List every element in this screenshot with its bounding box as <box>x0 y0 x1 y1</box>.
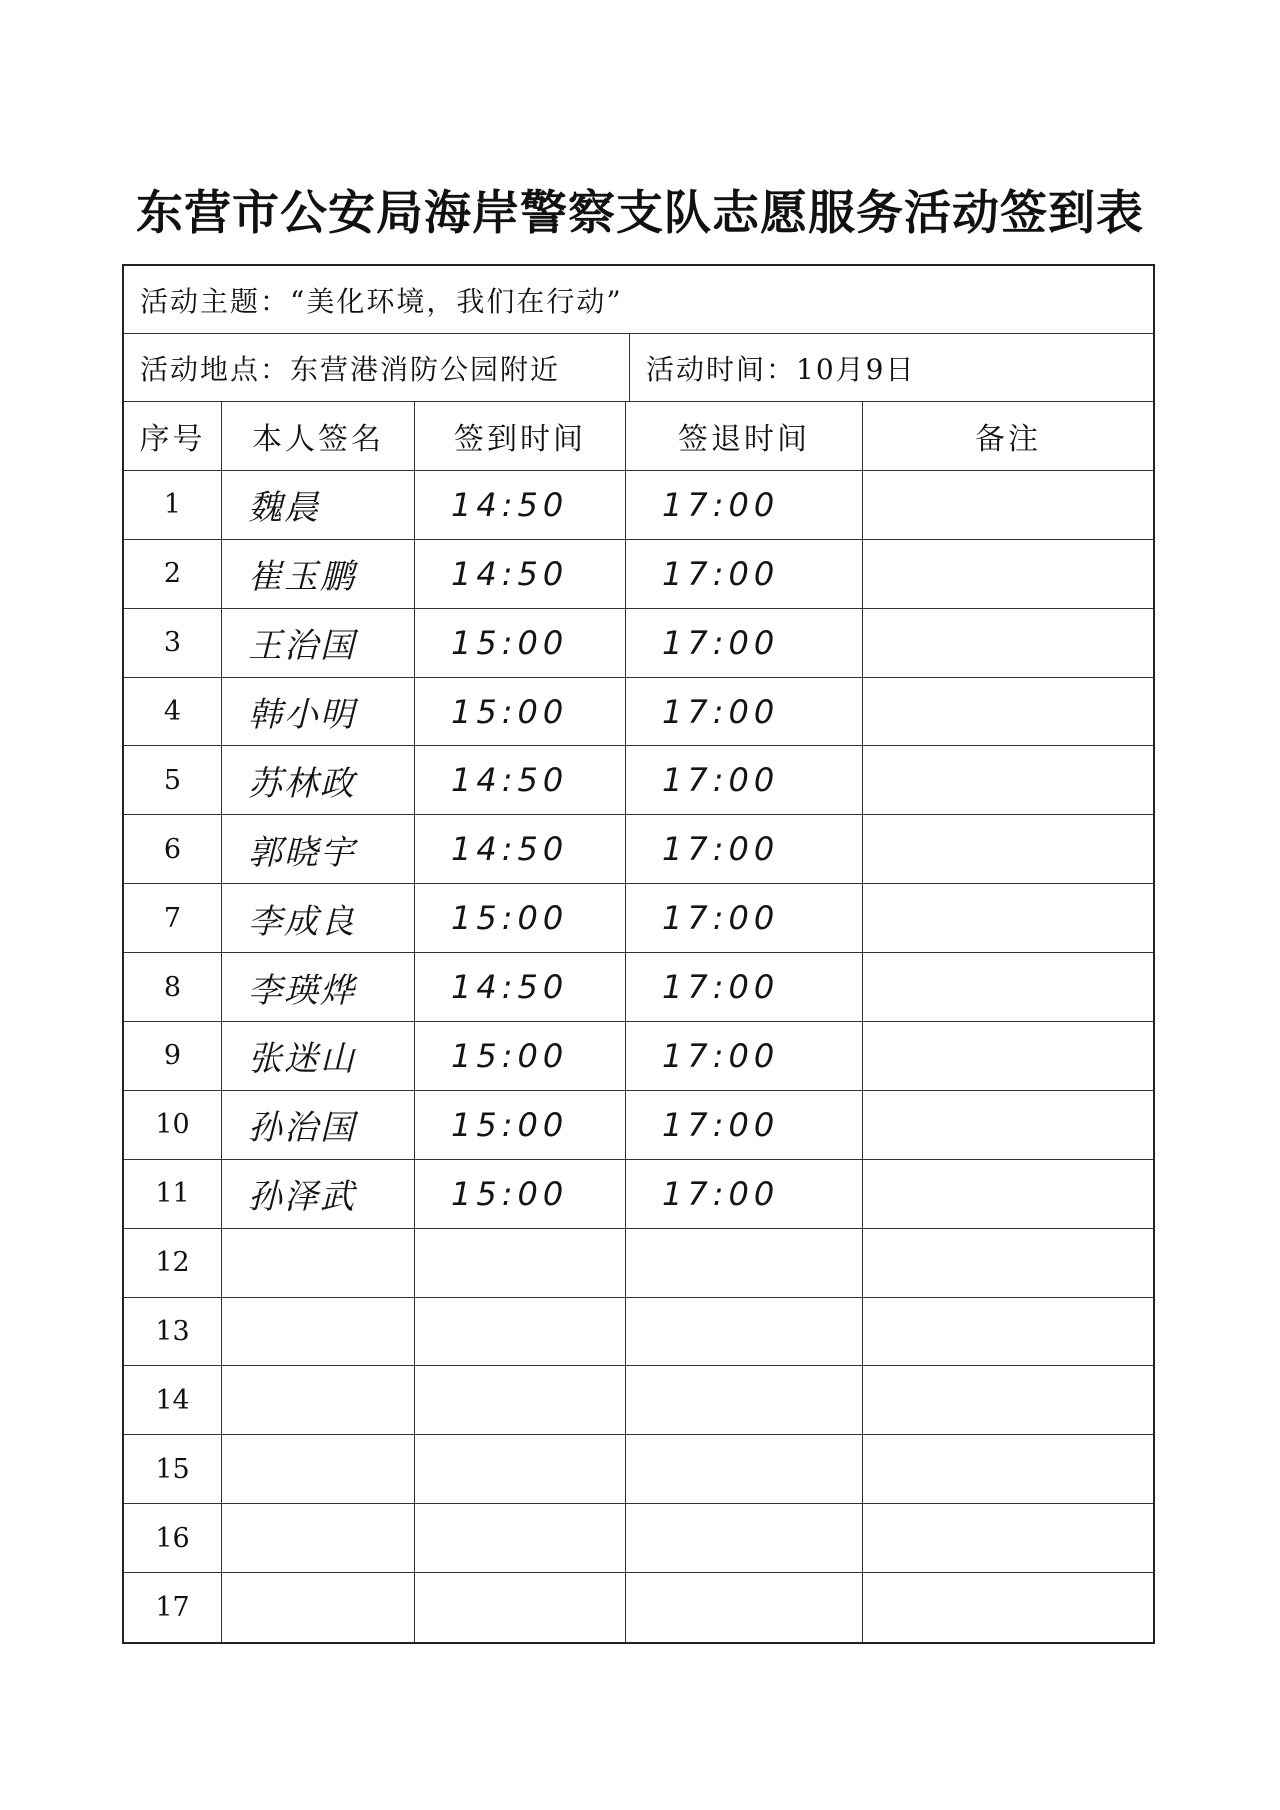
row-serial: 12 <box>124 1229 222 1298</box>
row-remarks <box>863 1366 1153 1435</box>
row-sign-out-time: 17:00 <box>626 678 863 747</box>
activity-theme-value: “美化环境，我们在行动” <box>290 284 623 318</box>
row-sign-out-time: 17:00 <box>626 540 863 609</box>
row-signature: 孙治国 <box>222 1091 415 1160</box>
row-sign-out-time: 17:00 <box>626 471 863 540</box>
row-remarks <box>863 1504 1153 1573</box>
row-signature: 李瑛烨 <box>222 953 415 1022</box>
activity-place-label: 活动地点： <box>140 352 291 386</box>
row-serial: 2 <box>124 540 222 609</box>
row-remarks <box>863 884 1153 953</box>
row-sign-out-time: 17:00 <box>626 609 863 678</box>
row-signature: 孙泽武 <box>222 1160 415 1229</box>
activity-theme-label: 活动主题： <box>140 284 291 318</box>
row-serial: 11 <box>124 1160 222 1229</box>
row-signature <box>222 1229 415 1298</box>
row-sign-in-time: 14:50 <box>415 471 626 540</box>
row-serial: 5 <box>124 746 222 815</box>
attendance-table <box>124 402 1153 1642</box>
row-sign-out-time <box>626 1366 863 1435</box>
row-signature: 苏林政 <box>222 746 415 815</box>
row-sign-in-time <box>415 1229 626 1298</box>
header-sign-out-time: 签退时间 <box>626 402 863 471</box>
row-sign-in-time <box>415 1366 626 1435</box>
row-signature <box>222 1366 415 1435</box>
row-sign-in-time: 15:00 <box>415 1091 626 1160</box>
row-serial: 10 <box>124 1091 222 1160</box>
row-sign-in-time: 14:50 <box>415 815 626 884</box>
row-sign-out-time <box>626 1229 863 1298</box>
row-sign-out-time: 17:00 <box>626 1091 863 1160</box>
row-serial: 9 <box>124 1022 222 1091</box>
row-sign-in-time: 15:00 <box>415 1160 626 1229</box>
row-remarks <box>863 1160 1153 1229</box>
row-sign-out-time: 17:00 <box>626 746 863 815</box>
header-remarks: 备注 <box>863 402 1153 471</box>
header-signature: 本人签名 <box>222 402 415 471</box>
row-remarks <box>863 953 1153 1022</box>
row-serial: 6 <box>124 815 222 884</box>
activity-place-value: 东营港消防公园附近 <box>290 352 561 386</box>
activity-place-time-row <box>124 334 1153 402</box>
row-sign-in-time: 14:50 <box>415 540 626 609</box>
row-sign-in-time: 15:00 <box>415 609 626 678</box>
page-title: 东营市公安局海岸警察支队志愿服务活动签到表 <box>136 186 1144 241</box>
row-remarks <box>863 609 1153 678</box>
row-sign-in-time: 14:50 <box>415 746 626 815</box>
row-serial: 7 <box>124 884 222 953</box>
row-signature <box>222 1573 415 1642</box>
row-serial: 16 <box>124 1504 222 1573</box>
row-remarks <box>863 1229 1153 1298</box>
row-remarks <box>863 1022 1153 1091</box>
row-remarks <box>863 746 1153 815</box>
row-sign-out-time: 17:00 <box>626 884 863 953</box>
activity-time-label: 活动时间： <box>646 352 797 386</box>
row-serial: 14 <box>124 1366 222 1435</box>
row-serial: 13 <box>124 1298 222 1367</box>
row-signature <box>222 1435 415 1504</box>
row-sign-in-time <box>415 1298 626 1367</box>
row-sign-out-time <box>626 1573 863 1642</box>
row-remarks <box>863 471 1153 540</box>
row-sign-out-time <box>626 1504 863 1573</box>
row-remarks <box>863 1091 1153 1160</box>
row-sign-out-time <box>626 1435 863 1504</box>
row-serial: 17 <box>124 1573 222 1642</box>
row-remarks <box>863 540 1153 609</box>
row-serial: 4 <box>124 678 222 747</box>
row-serial: 8 <box>124 953 222 1022</box>
row-sign-in-time: 14:50 <box>415 953 626 1022</box>
row-sign-in-time: 15:00 <box>415 678 626 747</box>
row-remarks <box>863 815 1153 884</box>
row-serial: 15 <box>124 1435 222 1504</box>
row-signature: 李成良 <box>222 884 415 953</box>
row-signature: 韩小明 <box>222 678 415 747</box>
header-serial: 序号 <box>124 402 222 471</box>
row-signature: 魏晨 <box>222 471 415 540</box>
row-signature <box>222 1298 415 1367</box>
row-sign-in-time <box>415 1435 626 1504</box>
row-sign-out-time: 17:00 <box>626 815 863 884</box>
activity-theme-row <box>124 266 1153 334</box>
row-signature: 郭晓宇 <box>222 815 415 884</box>
row-sign-out-time: 17:00 <box>626 1022 863 1091</box>
activity-place-cell <box>124 334 630 401</box>
row-sign-in-time: 15:00 <box>415 1022 626 1091</box>
row-sign-in-time <box>415 1504 626 1573</box>
row-serial: 3 <box>124 609 222 678</box>
row-sign-in-time: 15:00 <box>415 884 626 953</box>
activity-time-value: 10月9日 <box>796 352 916 386</box>
row-sign-out-time <box>626 1298 863 1367</box>
activity-time-cell <box>630 334 915 401</box>
row-signature: 崔玉鹏 <box>222 540 415 609</box>
row-serial: 1 <box>124 471 222 540</box>
row-sign-out-time: 17:00 <box>626 953 863 1022</box>
row-remarks <box>863 1573 1153 1642</box>
row-signature <box>222 1504 415 1573</box>
sign-in-sheet <box>122 264 1155 1644</box>
row-remarks <box>863 1298 1153 1367</box>
row-sign-out-time: 17:00 <box>626 1160 863 1229</box>
row-sign-in-time <box>415 1573 626 1642</box>
row-remarks <box>863 678 1153 747</box>
activity-theme-cell <box>124 266 623 333</box>
row-signature: 张迷山 <box>222 1022 415 1091</box>
header-sign-in-time: 签到时间 <box>415 402 626 471</box>
row-remarks <box>863 1435 1153 1504</box>
row-signature: 王治国 <box>222 609 415 678</box>
